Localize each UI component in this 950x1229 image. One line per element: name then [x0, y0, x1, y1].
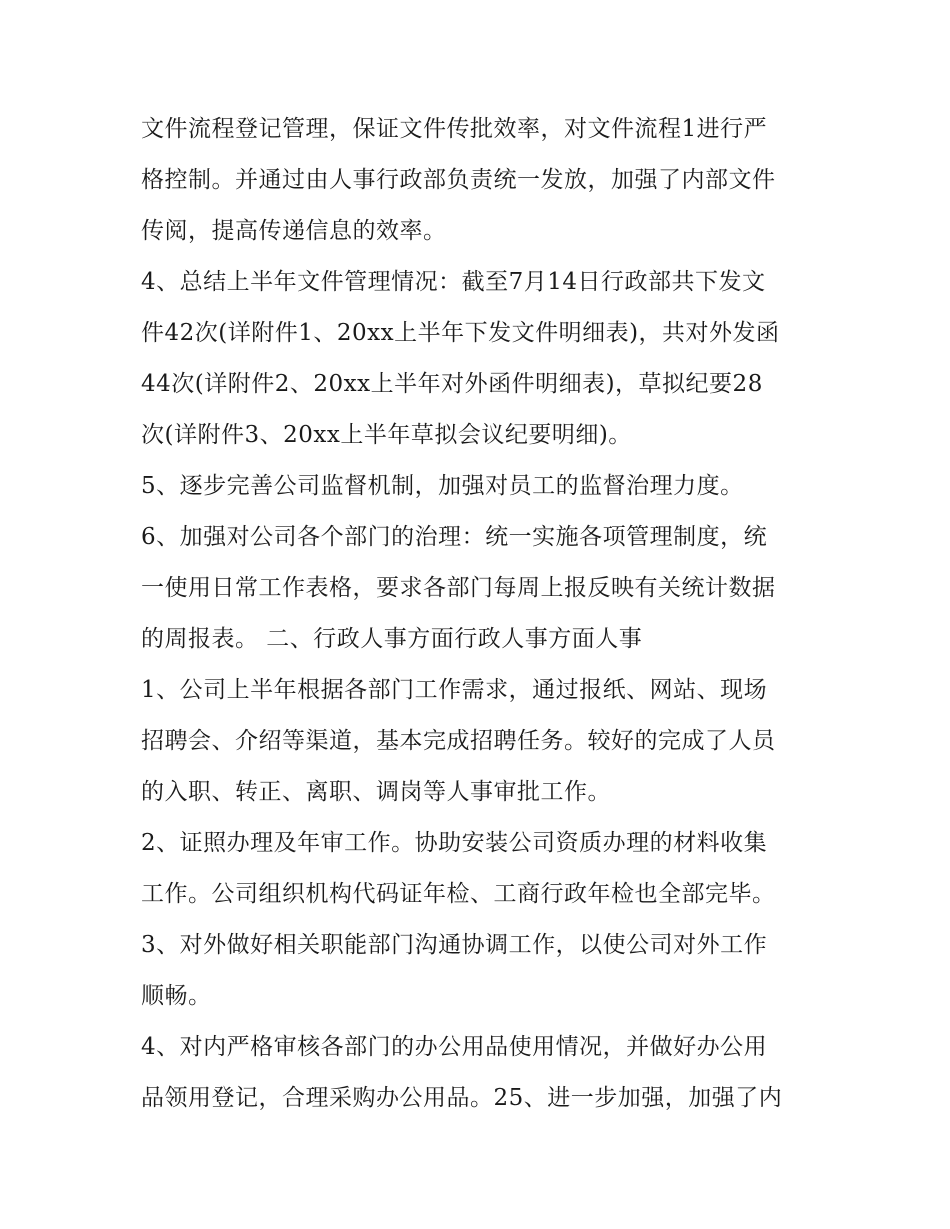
text-line: 顺畅。	[141, 983, 212, 1009]
text-line: 的周报表。 二、行政人事方面行政人事方面人事	[141, 626, 643, 652]
text-line: 4、总结上半年文件管理情况：截至7月14日行政部共下发文	[141, 269, 766, 295]
text-line: 传阅，提高传递信息的效率。	[141, 218, 447, 244]
text-line: 3、对外做好相关职能部门沟通协调工作，以使公司对外工作	[141, 932, 768, 958]
text-line: 44次(详附件2、20xx上半年对外函件明细表)，草拟纪要28	[141, 371, 763, 397]
text-line: 的入职、转正、离职、调岗等人事审批工作。	[141, 779, 611, 805]
text-line: 次(详附件3、20xx上半年草拟会议纪要明细)。	[141, 422, 632, 448]
text-line: 件42次(详附件1、20xx上半年下发文件明细表)，共对外发函	[141, 320, 780, 346]
text-line: 工作。公司组织机构代码证年检、工商行政年检也全部完毕。	[141, 881, 776, 907]
text-line: 招聘会、介绍等渠道，基本完成招聘任务。较好的完成了人员	[141, 728, 776, 754]
text-line: 格控制。并通过由人事行政部负责统一发放，加强了内部文件	[141, 167, 776, 193]
text-line: 一使用日常工作表格，要求各部门每周上报反映有关统计数据	[141, 575, 776, 601]
text-line: 品领用登记，合理采购办公用品。25、进一步加强，加强了内	[141, 1085, 783, 1111]
text-line: 6、加强对公司各个部门的治理：统一实施各项管理制度，统	[141, 524, 768, 550]
text-line: 5、逐步完善公司监督机制，加强对员工的监督治理力度。	[141, 473, 744, 499]
text-line: 4、对内严格审核各部门的办公用品使用情况，并做好办公用	[141, 1034, 768, 1060]
text-line: 1、公司上半年根据各部门工作需求，通过报纸、网站、现场	[141, 677, 768, 703]
document-body	[141, 104, 821, 1124]
text-line: 2、证照办理及年审工作。协助安装公司资质办理的材料收集	[141, 830, 768, 856]
text-line: 文件流程登记管理，保证文件传批效率，对文件流程1进行严	[141, 116, 768, 142]
